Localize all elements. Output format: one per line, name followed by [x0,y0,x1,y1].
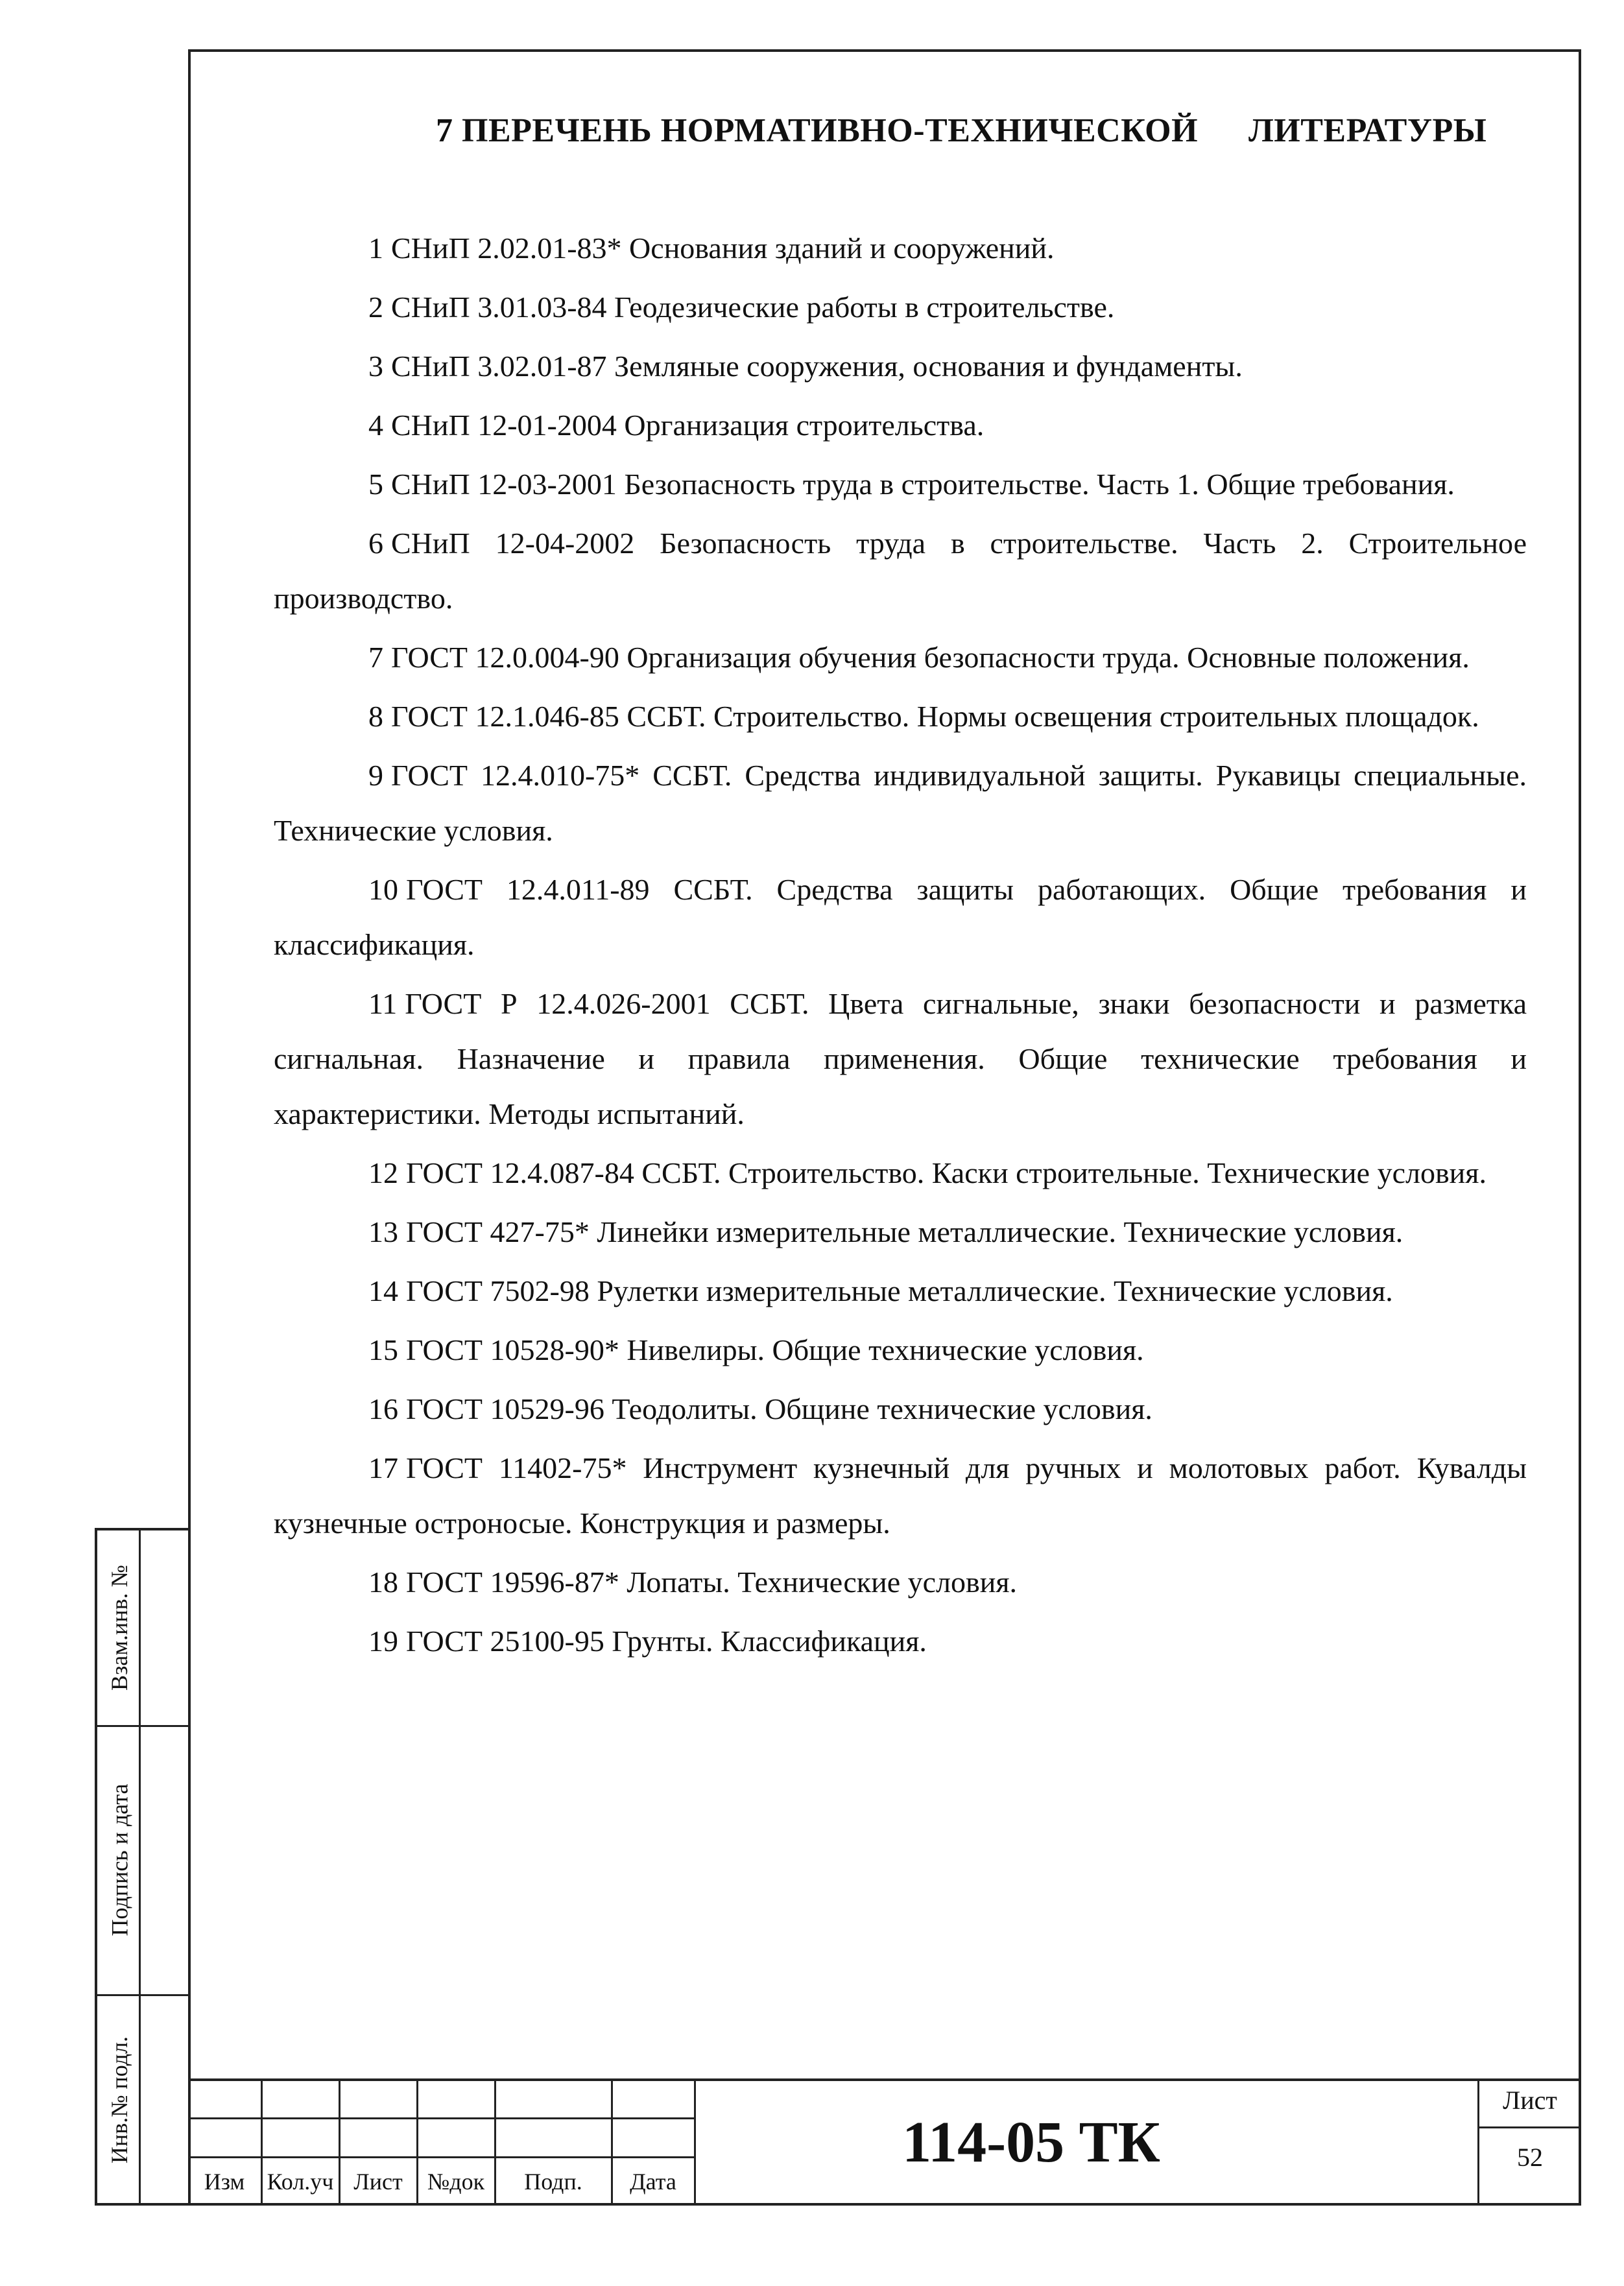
col-podp: Подп. [524,2169,582,2195]
reference-item [274,1145,1527,1200]
reference-item [274,1322,1527,1377]
reference-number: 5 [368,468,383,501]
reference-number: 10 [368,873,398,906]
reference-text: ГОСТ 12.0.004-90 Организация обучения безопасности труда. Основные положения. [391,641,1470,674]
reference-text: ГОСТ 19596-87* Лопаты. Технические условия. [406,1566,1017,1599]
reference-number: 9 [368,759,383,792]
reference-text: СНиП 3.02.01-87 Земляные сооружения, основания и фундаменты. [391,350,1243,383]
reference-item [274,457,1527,512]
reference-text: ГОСТ 12.4.087-84 ССБТ. Строительство. Каски строительные. Технические условия. [406,1156,1487,1189]
reference-text: ГОСТ 11402-75* Инструмент кузнечный для ручных и молотовых работ. Кувалды кузнечные остроносые. Конструкция и размеры. [274,1451,1527,1540]
reference-number: 19 [368,1625,398,1658]
sheet-label: Лист [1503,2086,1557,2115]
reference-list [274,220,1527,1673]
col-kol: Кол.уч [267,2169,334,2195]
reference-text: ГОСТ Р 12.4.026-2001 ССБТ. Цвета сигнальные, знаки безопасности и разметка сигнальная. Назначение и правила применения. Общие технические требования и характеристики. Методы испытаний. [274,987,1527,1130]
reference-number: 1 [368,232,383,265]
reference-number: 2 [368,291,383,324]
reference-item [274,1440,1527,1551]
side-stamp-vzam: Взам.инв. № [106,1565,132,1691]
reference-text: ГОСТ 10528-90* Нивелиры. Общие технические условия. [406,1333,1144,1366]
reference-item [274,220,1527,276]
reference-item [274,1204,1527,1259]
side-stamp [95,1528,188,2206]
reference-item [274,862,1527,972]
reference-text: ГОСТ 427-75* Линейки измерительные металлические. Технические условия. [406,1215,1403,1248]
reference-number: 3 [368,350,383,383]
reference-item [274,689,1527,744]
reference-text: ГОСТ 12.4.010-75* ССБТ. Средства индивидуальной защиты. Рукавицы специальные. Технические условия. [274,759,1527,847]
side-stamp-podpis: Подпись и дата [106,1783,133,1936]
reference-number: 8 [368,700,383,733]
reference-number: 15 [368,1333,398,1366]
reference-item [274,1613,1527,1669]
reference-text: СНиП 12-01-2004 Организация строительства. [391,409,985,442]
reference-item [274,630,1527,685]
title-block [188,2078,1581,2206]
section-title-main: 7 ПЕРЕЧЕНЬ НОРМАТИВНО-ТЕХНИЧЕСКОЙ [436,112,1199,149]
reference-item [274,516,1527,626]
reference-item [274,976,1527,1141]
reference-number: 7 [368,641,383,674]
col-list: Лист [353,2169,403,2195]
reference-text: СНиП 12-04-2002 Безопасность труда в строительстве. Часть 2. Строительное производство. [274,527,1527,615]
reference-text: ГОСТ 25100-95 Грунты. Классификация. [406,1625,927,1658]
reference-item [274,1263,1527,1318]
reference-number: 17 [368,1451,398,1484]
reference-item [274,1381,1527,1436]
reference-number: 6 [368,527,383,560]
section-title-end: ЛИТЕРАТУРЫ [1248,112,1487,149]
col-ndok: №док [427,2169,485,2195]
reference-item [274,748,1527,858]
reference-number: 12 [368,1156,398,1189]
section-title [436,112,1551,150]
reference-item [274,280,1527,335]
reference-item [274,398,1527,453]
document-code: 114-05 ТК [902,2110,1160,2174]
sheet-number: 52 [1517,2143,1543,2172]
side-stamp-inv: Инв.№ подл. [106,2036,132,2164]
reference-text: ГОСТ 7502-98 Рулетки измерительные металлические. Технические условия. [406,1274,1393,1307]
col-izm: Изм [204,2169,245,2195]
reference-text: СНиП 2.02.01-83* Основания зданий и сооружений. [391,232,1055,265]
reference-item [274,1554,1527,1610]
reference-number: 13 [368,1215,398,1248]
reference-item [274,339,1527,394]
reference-text: ГОСТ 12.1.046-85 ССБТ. Строительство. Нормы освещения строительных площадок. [391,700,1479,733]
reference-number: 18 [368,1566,398,1599]
reference-text: СНиП 12-03-2001 Безопасность труда в строительстве. Часть 1. Общие требования. [391,468,1455,501]
reference-text: СНиП 3.01.03-84 Геодезические работы в строительстве. [391,291,1115,324]
reference-number: 14 [368,1274,398,1307]
col-data: Дата [630,2169,676,2195]
reference-text: ГОСТ 10529-96 Теодолиты. Общине технические условия. [406,1392,1152,1425]
reference-number: 11 [368,987,398,1020]
reference-number: 16 [368,1392,398,1425]
reference-text: ГОСТ 12.4.011-89 ССБТ. Средства защиты работающих. Общие требования и классификация. [274,873,1527,961]
reference-number: 4 [368,409,383,442]
